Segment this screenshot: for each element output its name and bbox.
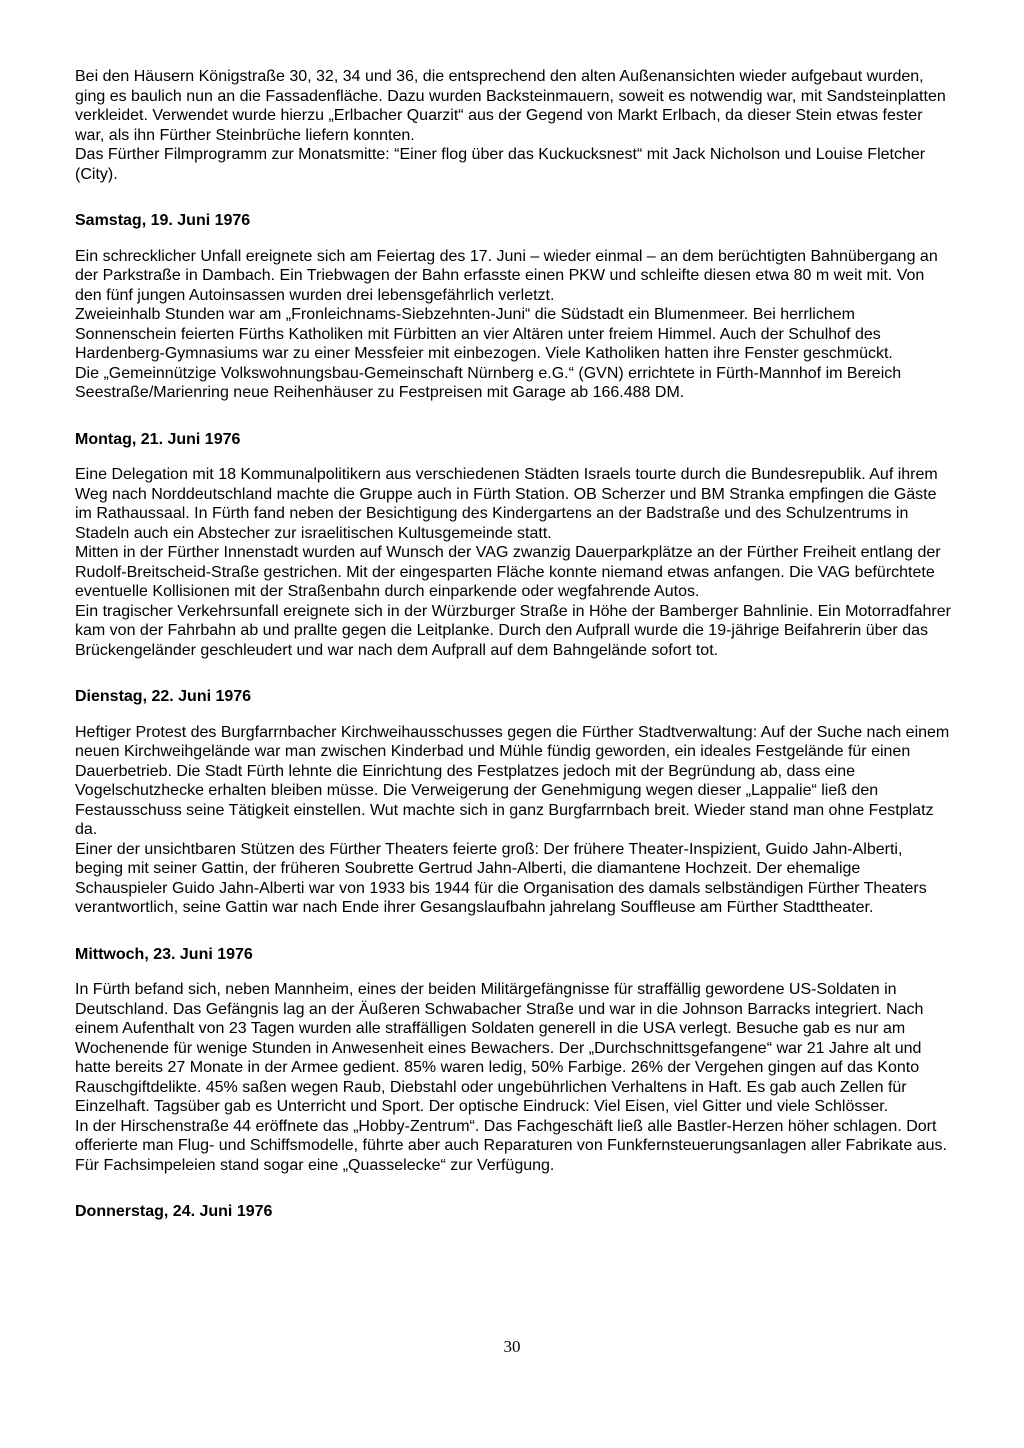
paragraph: Bei den Häusern Königstraße 30, 32, 34 und 36, die entsprechend den alten Außenansichten wieder aufgebaut wurden, ging es baulich nun an die Fassadenfläche. Dazu wurden Backsteinmauern, soweit es notwendig war, mit Sandsteinplatten verkleidet. Verwendet wurde hierzu „Erlbacher Quarzit“ aus der Gegend von Markt Erlbach, da dieser Stein etwas fester war, als ihn Fürther Steinbrüche liefern konnten. bbox=[75, 68, 946, 144]
paragraph: Ein schrecklicher Unfall ereignete sich am Feiertag des 17. Juni – wieder einmal – an dem berüchtigten Bahnübergang an der Parkstraße in Dambach. Ein Triebwagen der Bahn erfasste einen PKW und schleifte diesen etwa 80 m weit mit. Von den fünf jungen Autoinsassen wurden drei lebensgefährlich verletzt. bbox=[75, 247, 938, 304]
section-heading: Dienstag, 22. Juni 1976 bbox=[75, 688, 252, 705]
paragraph: Die „Gemeinnützige Volkswohnungsbau-Gemeinschaft Nürnberg e.G.“ (GVN) errichtete in Fürth-Mannhof im Bereich Seestraße/Marienring neue Reihenhäuser zu Festpreisen mit Garage ab 166.488 DM. bbox=[75, 364, 902, 401]
section-dienstag-22-juni bbox=[75, 687, 951, 918]
section-heading: Montag, 21. Juni 1976 bbox=[75, 430, 241, 448]
paragraph: Eine Delegation mit 18 Kommunalpolitikern aus verschiedenen Städten Israels tourte durch die Bundesrepublik. Auf ihrem Weg nach Norddeutschland machte die Gruppe auch in Fürth Station. OB Scherzer und BM Stranka empfingen die Gäste im Rathaussaal. In Fürth fand neben der Besichtigung des Kindergartens an der Badstraße und des Schulzentrums in Stadeln auch ein Abstecher zur israelitischen Kultusgemeinde statt. bbox=[75, 466, 938, 542]
section-heading: Donnerstag, 24. Juni 1976 bbox=[75, 1203, 273, 1220]
section-heading: Mittwoch, 23. Juni 1976 bbox=[75, 945, 253, 963]
paragraph: Zweieinhalb Stunden war am „Fronleichnams-Siebzehnten-Juni“ die Südstadt ein Blumenmeer. Bei herrlichem Sonnenschein feierten Fürths Katholiken mit Fürbitten an vier Altären unter freiem Himmel. Auch der Schulhof des Hardenberg-Gymnasiums war zu einer Messfeier mit einbezogen. Viele Katholiken hatten ihre Fenster geschmückt. bbox=[75, 306, 893, 362]
paragraph: In Fürth befand sich, neben Mannheim, eines der beiden Militärgefängnisse für straffällig gewordene US-Soldaten in Deutschland. Das Gefängnis lag an der Äußeren Schwabacher Straße und war in die Johnson Barracks integriert. Nach einem Aufenthalt von 23 Tagen wurden alle straffälligen Soldaten generell in die USA verlegt. Besuche gab es nur am Wochenende für wenige Stunden in Anwesenheit eines Bewachers. Der „Durchschnittsgefangene“ war 21 Jahre alt und hatte bereits 27 Monate in der Armee gedient. 85% waren ledig, 50% Farbige. 26% der Vergehen gingen auf das Konto Rauschgiftdelikte. 45% saßen wegen Raub, Diebstahl oder ungebührlichen Verhaltens in Haft. Es gab auch Zellen für Einzelhaft. Tagsüber gab es Unterricht und Sport. Der optische Eindruck: Viel Eisen, viel Gitter und viele Schlösser. bbox=[75, 981, 924, 1115]
paragraph: Das Fürther Filmprogramm zur Monatsmitte: “Einer flog über das Kuckucksnest“ mit Jack Nicholson und Louise Fletcher (City). bbox=[75, 146, 926, 183]
paragraph: In der Hirschenstraße 44 eröffnete das „Hobby-Zentrum“. Das Fachgeschäft ließ alle Bastler-Herzen höher schlagen. Dort offerierte man Flug- und Schiffsmodelle, führte aber auch Reparaturen von Funkfernsteuerungsanlagen aller Fabrikate aus. Für Fachsimpeleien stand sogar eine „Quasselecke“ zur Verfügung. bbox=[75, 1117, 947, 1174]
section-samstag-19-juni bbox=[75, 211, 951, 403]
paragraph: Ein tragischer Verkehrsunfall ereignete sich in der Würzburger Straße in Höhe der Bamberger Bahnlinie. Ein Motorradfahrer kam von der Fahrbahn ab und prallte gegen die Leitplanke. Durch den Aufprall wurde die 19-jährige Beifahrerin über das Brückengeländer geschleudert und war nach dem Aufprall auf dem Bahngelände sofort tot. bbox=[75, 602, 951, 659]
section-montag-21-juni bbox=[75, 430, 951, 661]
body-text bbox=[75, 67, 951, 1238]
section-intro bbox=[75, 67, 951, 184]
paragraph: Heftiger Protest des Burgfarrnbacher Kirchweihausschusses gegen die Fürther Stadtverwaltung: Auf der Suche nach einem neuen Kirchweihgelände war man zwischen Kinderbad und Mühle fündig geworden, ein ideales Festgelände für einen Dauerbetrieb. Die Stadt Fürth lehnte die Einrichtung des Festplatzes jedoch mit der Begründung ab, dass eine Vogelschutzhecke erhalten bleiben müsse. Die Verweigerung der Genehmigung wegen dieser „Lappalie“ ließ den Festausschuss seine Tätigkeit einstellen. Wut machte sich in ganz Burgfarrnbach breit. Wieder stand man ohne Festplatz da. bbox=[75, 723, 950, 838]
paragraph: Mitten in der Fürther Innenstadt wurden auf Wunsch der VAG zwanzig Dauerparkplätze an der Fürther Freiheit entlang der Rudolf-Breitscheid-Straße gestrichen. Mit der eingesparten Fläche konnte niemand etwas anfangen. Die VAG befürchtete eventuelle Kollisionen mit der Straßenbahn durch einparkende oder wegfahrende Autos. bbox=[75, 544, 941, 600]
section-mittwoch-23-juni bbox=[75, 945, 951, 1176]
section-donnerstag-24-juni bbox=[75, 1202, 951, 1222]
page-number: 30 bbox=[503, 1337, 521, 1356]
paragraph: Einer der unsichtbaren Stützen des Fürther Theaters feierte groß: Der frühere Theater-Inspizient, Guido Jahn-Alberti, beging mit seiner Gattin, der früheren Soubrette Gertrud Jahn-Alberti, die diamantene Hochzeit. Der ehemalige Schauspieler Guido Jahn-Alberti war von 1933 bis 1944 für die Organisation des damals selbständigen Fürther Theaters verantwortlich, seine Gattin war nach Ende ihrer Gesangslaufbahn jahrelang Souffleuse am Fürther Stadttheater. bbox=[75, 840, 927, 916]
section-heading: Samstag, 19. Juni 1976 bbox=[75, 212, 251, 229]
